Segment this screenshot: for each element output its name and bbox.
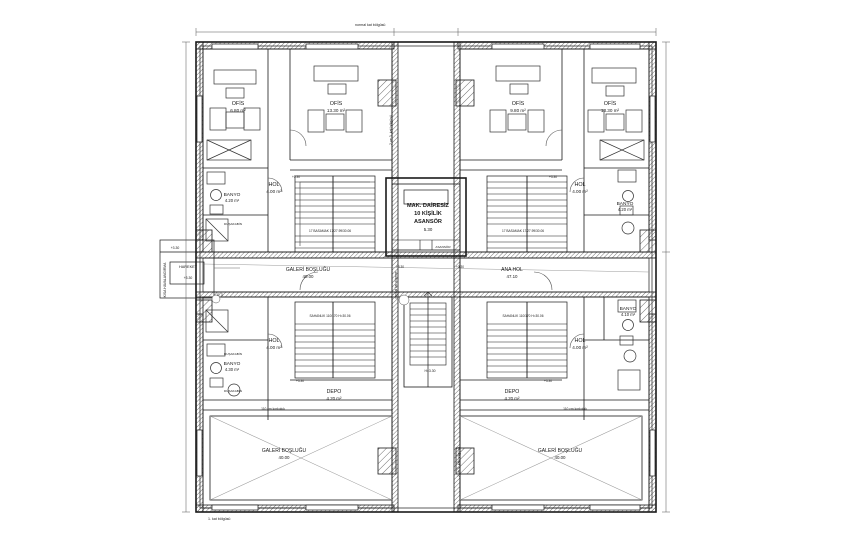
note: +3.30	[291, 175, 301, 179]
machine-room-line2: 10 KİŞİLİK	[414, 211, 442, 217]
note: +3.30	[295, 379, 305, 383]
stair-note: SAHANLIK 110/170 H=30.06	[309, 314, 351, 318]
room-area: 4.20 m²	[617, 207, 633, 212]
note: DUŞAKABİN	[224, 389, 242, 393]
mid-label-area: 47.10	[506, 274, 518, 279]
room-name: HOL	[268, 338, 280, 344]
room-area: 40.00	[554, 455, 566, 460]
stair-note: H=3.30	[424, 369, 436, 373]
room-area: 6.80 m²	[230, 108, 246, 113]
room-name: HOL	[574, 338, 586, 344]
room-name: OFİS	[511, 101, 525, 107]
room-area: 4.20 m²	[504, 396, 520, 401]
note: +3.30	[183, 276, 193, 280]
room-area: 13.30 m²	[326, 108, 346, 113]
note: ASANSÖR	[435, 245, 451, 249]
note: +3.30	[395, 265, 405, 269]
note: 110 cm korkuluk	[563, 407, 587, 411]
edge-note-bottom-left: 1. kat bölgüsü	[208, 517, 231, 521]
room-name: DEPO	[326, 389, 342, 395]
room-area: 4.00 m²	[266, 345, 282, 350]
note: DUŞAKABİN	[224, 222, 242, 226]
edge-note-top-right: 2 ve 3. kat bölgüsü	[389, 114, 393, 146]
note: +3.30	[548, 175, 558, 179]
room-name: OFİS	[329, 101, 343, 107]
room-area: 13.30 m²	[600, 108, 620, 113]
room-name: BANYO	[223, 362, 241, 367]
machine-room-line3: ASANSÖR	[414, 219, 442, 225]
note: E 3	[217, 293, 223, 297]
room-area: 40.00	[278, 455, 290, 460]
stair-note: 17 BASAMAK 17/27.99/30.06	[502, 229, 544, 233]
room-area: 4.20 m²	[224, 198, 240, 203]
room-area: 4.00 m²	[572, 189, 588, 194]
note: +3.30	[455, 265, 465, 269]
edge-note-left: KISA HAVALANDIRMA	[163, 262, 167, 298]
room-area: 9.80 m²	[510, 108, 526, 113]
mid-label-name: ANA HOL	[501, 267, 523, 273]
note: +3.30	[543, 379, 553, 383]
room-name: OFİS	[603, 101, 617, 107]
machine-room-line1: MAK. DAİRESİZ	[407, 203, 449, 209]
room-name: BANYO	[616, 202, 634, 207]
mid-label-area: 40.00	[302, 274, 314, 279]
room-name: OFİS	[231, 101, 245, 107]
room-name: BANYO	[223, 193, 241, 198]
room-name: GALERİ BOŞLUĞU	[537, 448, 583, 454]
room-area: 4.00 m²	[266, 189, 282, 194]
room-area: 4.20 m²	[326, 396, 342, 401]
note: 110 cm korkuluk	[261, 407, 285, 411]
mid-label-name: GALERİ BOŞLUĞU	[285, 267, 331, 273]
edge-note-bottom-right: 2 ve 3. kat bölgüsü	[457, 446, 461, 478]
edge-note-axis: normal kat döşeme	[394, 271, 398, 299]
room-name: HOL	[268, 182, 280, 188]
note: DUŞAKABİN	[224, 352, 242, 356]
stair-note: SAHANLIK 110/170 H=30.06	[502, 314, 544, 318]
room-name: HOL	[574, 182, 586, 188]
note: HAREKET	[179, 265, 197, 269]
machine-room-area: 5.30	[423, 227, 433, 232]
room-area: 4.30 m²	[224, 367, 240, 372]
room-area: 4.10 m²	[620, 312, 636, 317]
room-area: 4.00 m²	[572, 345, 588, 350]
note: +3.30	[170, 246, 180, 250]
room-name: BANYO	[619, 307, 637, 312]
edge-note-top: normal kat bölgüsü	[355, 23, 386, 27]
room-name: GALERİ BOŞLUĞU	[261, 448, 307, 454]
stair-note: 17 BASAMAK 17/27.99/30.06	[309, 229, 351, 233]
room-name: DEPO	[504, 389, 520, 395]
